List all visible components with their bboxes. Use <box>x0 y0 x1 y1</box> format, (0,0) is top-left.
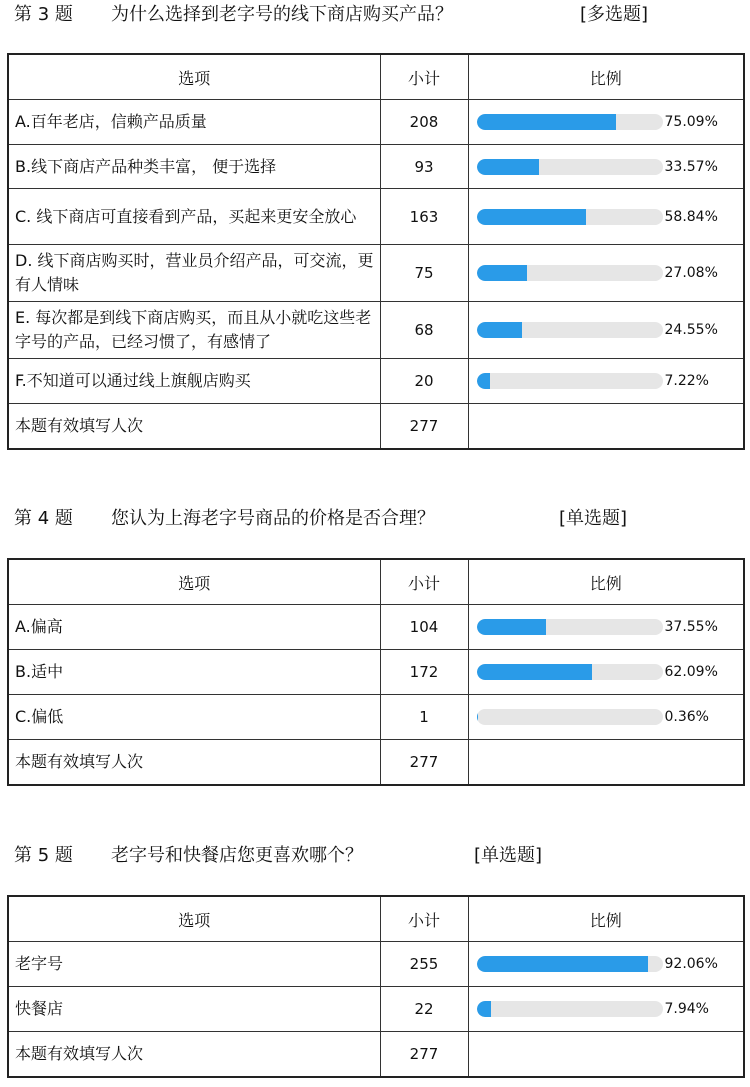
progress-bar-fill <box>477 265 527 281</box>
header-option: 选项 <box>8 559 380 605</box>
option-label: E. 每次都是到线下商店购买，而且从小就吃这些老字号的产品，已经习惯了，有感情了 <box>8 302 380 359</box>
table-row <box>8 100 744 145</box>
option-ratio <box>468 100 744 145</box>
table-row <box>8 695 744 740</box>
table-row <box>8 145 744 189</box>
option-ratio <box>468 605 744 650</box>
progress-bar <box>477 209 663 225</box>
total-count: 277 <box>380 404 468 449</box>
question-type: [单选题] <box>474 845 543 866</box>
header-option: 选项 <box>8 896 380 942</box>
total-label: 本题有效填写人次 <box>8 1032 380 1077</box>
table-header-row <box>8 54 744 100</box>
progress-bar <box>477 709 663 725</box>
option-label: A.百年老店，信赖产品质量 <box>8 100 380 145</box>
question-4-title <box>14 505 628 533</box>
option-label: B.适中 <box>8 650 380 695</box>
table-row <box>8 302 744 359</box>
total-count: 277 <box>380 740 468 785</box>
option-count: 104 <box>380 605 468 650</box>
option-label: F.不知道可以通过线上旗舰店购买 <box>8 359 380 404</box>
option-percent: 0.36% <box>664 709 709 725</box>
table-row <box>8 245 744 302</box>
option-label: C.偏低 <box>8 695 380 740</box>
question-4-table <box>7 558 745 786</box>
option-label: C. 线下商店可直接看到产品，买起来更安全放心 <box>8 189 380 245</box>
total-ratio-empty <box>468 404 744 449</box>
question-number: 第 3 题 <box>14 4 73 25</box>
option-count: 163 <box>380 189 468 245</box>
option-ratio <box>468 189 744 245</box>
header-ratio: 比例 <box>468 896 744 942</box>
option-count: 22 <box>380 987 468 1032</box>
progress-bar-fill <box>477 159 539 175</box>
question-3-table <box>7 53 745 450</box>
question-type: [单选题] <box>559 508 628 529</box>
progress-bar-fill <box>477 619 547 635</box>
question-5-title <box>14 842 543 870</box>
option-percent: 24.55% <box>664 322 718 338</box>
option-ratio <box>468 302 744 359</box>
progress-bar <box>477 322 663 338</box>
question-text: 老字号和快餐店您更喜欢哪个？ <box>111 845 363 866</box>
progress-bar-fill <box>477 956 648 972</box>
option-count: 93 <box>380 145 468 189</box>
total-ratio-empty <box>468 740 744 785</box>
option-count: 172 <box>380 650 468 695</box>
header-count: 小计 <box>380 559 468 605</box>
option-percent: 75.09% <box>664 114 718 130</box>
table-total-row <box>8 404 744 449</box>
option-label: D. 线下商店购买时，营业员介绍产品，可交流，更有人情味 <box>8 245 380 302</box>
progress-bar-fill <box>477 1001 492 1017</box>
table-total-row <box>8 740 744 785</box>
table-row <box>8 189 744 245</box>
option-ratio <box>468 942 744 987</box>
option-percent: 7.22% <box>664 373 709 389</box>
table-row <box>8 942 744 987</box>
option-count: 68 <box>380 302 468 359</box>
progress-bar <box>477 373 663 389</box>
progress-bar <box>477 265 663 281</box>
option-percent: 62.09% <box>664 664 718 680</box>
option-count: 255 <box>380 942 468 987</box>
total-label: 本题有效填写人次 <box>8 740 380 785</box>
progress-bar <box>477 619 663 635</box>
table-row <box>8 650 744 695</box>
question-5-table <box>7 895 745 1078</box>
option-label: 快餐店 <box>8 987 380 1032</box>
table-row <box>8 605 744 650</box>
question-3-title <box>14 1 649 29</box>
progress-bar <box>477 956 663 972</box>
option-count: 208 <box>380 100 468 145</box>
total-label: 本题有效填写人次 <box>8 404 380 449</box>
option-label: A.偏高 <box>8 605 380 650</box>
table-header-row <box>8 896 744 942</box>
option-label: B.线下商店产品种类丰富， 便于选择 <box>8 145 380 189</box>
total-count: 277 <box>380 1032 468 1077</box>
option-percent: 37.55% <box>664 619 718 635</box>
option-percent: 33.57% <box>664 158 718 175</box>
option-label: 老字号 <box>8 942 380 987</box>
progress-bar-fill <box>477 373 490 389</box>
option-count: 75 <box>380 245 468 302</box>
question-number: 第 5 题 <box>14 845 73 866</box>
question-type: [多选题] <box>580 4 649 25</box>
progress-bar <box>477 114 663 130</box>
progress-bar-fill <box>477 209 586 225</box>
header-count: 小计 <box>380 54 468 100</box>
question-number: 第 4 题 <box>14 508 73 529</box>
progress-bar-fill <box>477 322 523 338</box>
progress-bar <box>477 159 663 175</box>
option-percent: 58.84% <box>664 208 718 225</box>
progress-bar-fill <box>477 114 617 130</box>
option-percent: 7.94% <box>664 1001 709 1017</box>
option-ratio <box>468 145 744 189</box>
progress-bar-fill <box>477 664 592 680</box>
question-text: 您认为上海老字号商品的价格是否合理？ <box>111 508 435 529</box>
total-ratio-empty <box>468 1032 744 1077</box>
header-count: 小计 <box>380 896 468 942</box>
progress-bar <box>477 664 663 680</box>
header-ratio: 比例 <box>468 559 744 605</box>
question-text: 为什么选择到老字号的线下商店购买产品？ <box>111 4 453 25</box>
option-ratio <box>468 695 744 740</box>
header-ratio: 比例 <box>468 54 744 100</box>
option-percent: 27.08% <box>664 265 718 281</box>
table-total-row <box>8 1032 744 1077</box>
option-ratio <box>468 987 744 1032</box>
header-option: 选项 <box>8 54 380 100</box>
progress-bar <box>477 1001 663 1017</box>
option-ratio <box>468 650 744 695</box>
option-count: 1 <box>380 695 468 740</box>
option-ratio <box>468 359 744 404</box>
progress-bar-fill <box>477 709 478 725</box>
table-row <box>8 359 744 404</box>
option-percent: 92.06% <box>664 956 718 972</box>
option-ratio <box>468 245 744 302</box>
table-header-row <box>8 559 744 605</box>
option-count: 20 <box>380 359 468 404</box>
table-row <box>8 987 744 1032</box>
